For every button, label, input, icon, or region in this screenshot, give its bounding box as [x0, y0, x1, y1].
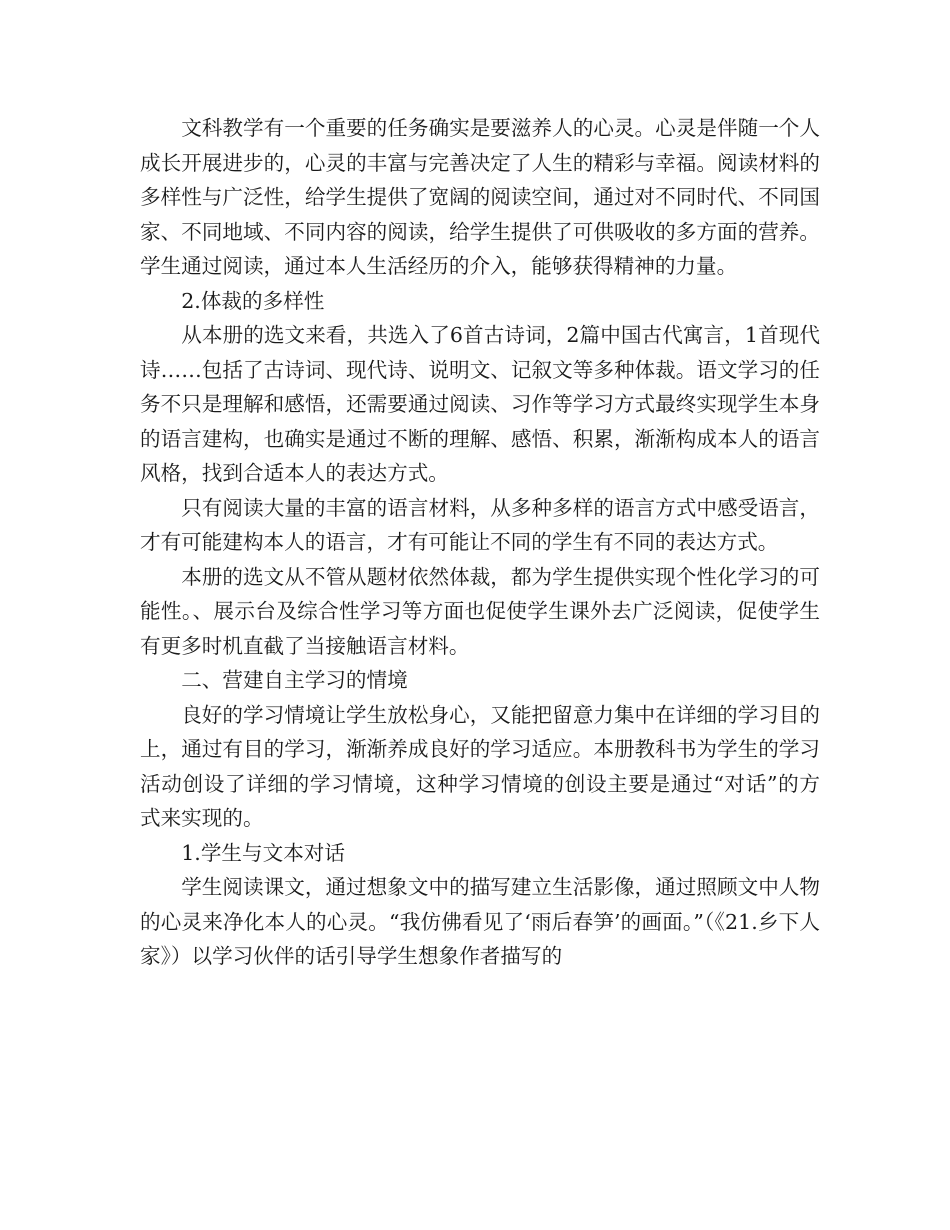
- document-body: [140, 111, 820, 974]
- heading-genre-diversity: 2.体裁的多样性: [181, 288, 325, 313]
- heading-learning-context: 二、营建自主学习的情境: [181, 668, 408, 692]
- paragraph-learning-context: 良好的学习情境让学生放松身心，又能把留意力集中在详细的学习目的上，通过有目的学习，渐渐养成良好的学习适应。本册教科书为学生的学习活动创设了详细的学习情境，这种学习情境的创设主要是通过“对话”的方式来实现的。: [140, 702, 820, 830]
- heading-student-text-dialogue: 1.学生与文本对话: [181, 840, 345, 865]
- paragraph-genre: 从本册的选文来看，共选入了6首古诗词，2篇中国古代寓言，1首现代诗……包括了古诗词、现代诗、说明文、记叙文等多种体裁。语文学习的任务不只是理解和感悟，还需要通过阅读、习作等学习方式最终实现学生本身的语言建构，也确实是通过不断的理解、感悟、积累，渐渐构成本人的语言风格，找到合适本人的表达方式。: [140, 323, 820, 485]
- paragraph-personalized-learning: 本册的选文从不管从题材依然体裁，都为学生提供实现个性化学习的可能性。、展示台及综合性学习等方面也促使学生课外去广泛阅读，促使学生有更多时机直截了当接触语言材料。: [140, 564, 820, 658]
- paragraph-intro: 文科教学有一个重要的任务确实是要滋养人的心灵。心灵是伴随一个人成长开展进步的，心灵的丰富与完善决定了人生的精彩与幸福。阅读材料的多样性与广泛性，给学生提供了宽阔的阅读空间，通过对不同时代、不同国家、不同地域、不同内容的阅读，给学生提供了可供吸收的多方面的营养。学生通过阅读，通过本人生活经历的介入，能够获得精神的力量。: [140, 116, 820, 278]
- paragraph-language-material: 只有阅读大量的丰富的语言材料，从多种多样的语言方式中感受语言，才有可能建构本人的语言，才有可能让不同的学生有不同的表达方式。: [140, 495, 820, 554]
- paragraph-student-text-dialogue: 学生阅读课文，通过想象文中的描写建立生活影像，通过照顾文中人物的心灵来净化本人的心灵。“我仿佛看见了‘雨后春笋’的画面。”（《21.乡下人家》）以学习伙伴的话引导学生想象作者描写的: [140, 875, 820, 968]
